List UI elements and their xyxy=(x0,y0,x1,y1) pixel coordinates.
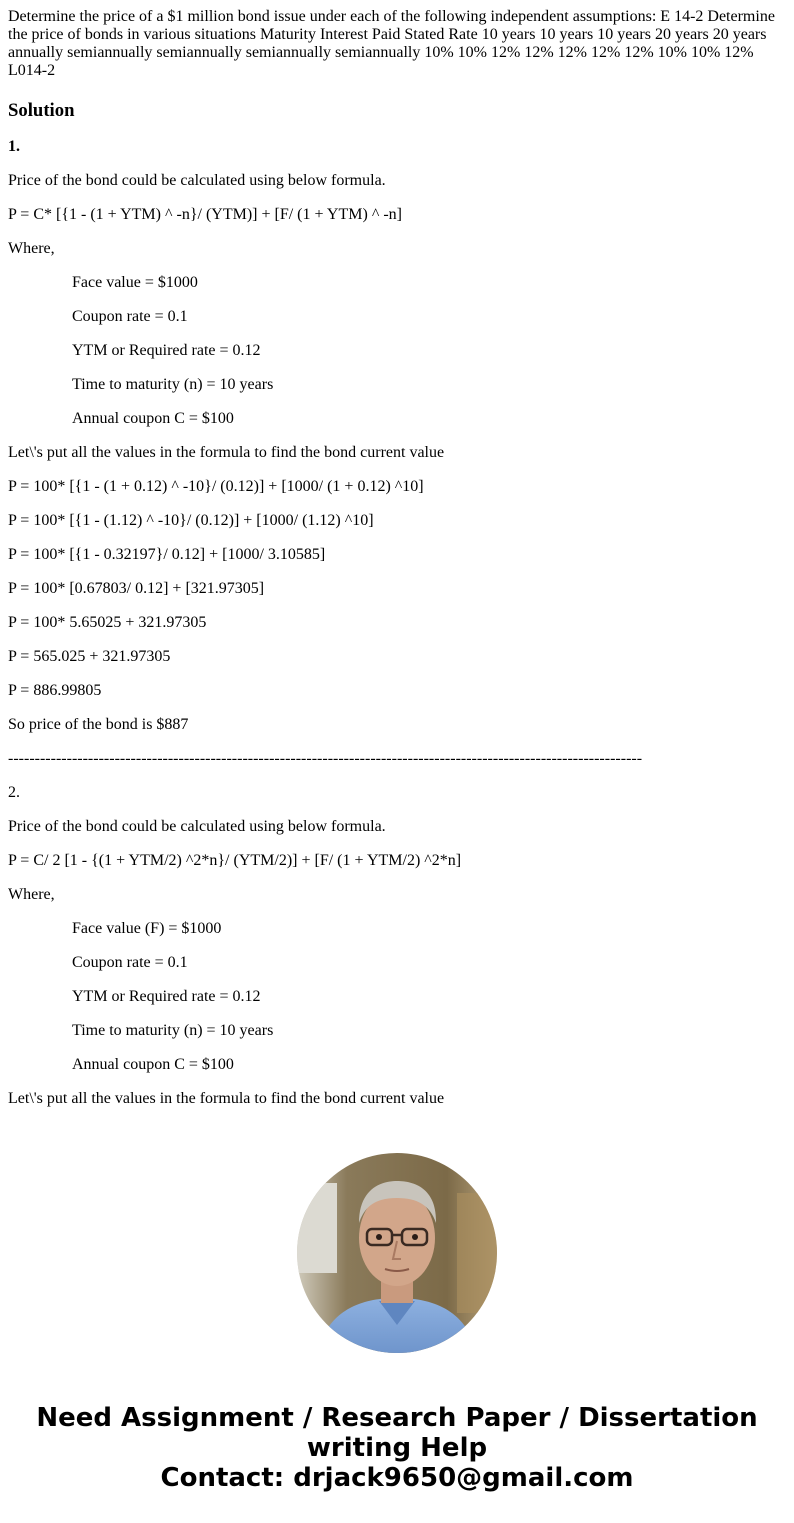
part2-var-coupon: Annual coupon C = $100 xyxy=(72,1056,234,1073)
part2-intro: Price of the bond could be calculated using below formula. xyxy=(8,818,386,835)
part1-step: P = 886.99805 xyxy=(8,682,102,699)
part1-intro: Price of the bond could be calculated using below formula. xyxy=(8,172,386,189)
document-body xyxy=(8,8,786,1108)
part2-var-maturity: Time to maturity (n) = 10 years xyxy=(72,1022,274,1039)
footer-line-service: Need Assignment / Research Paper / Dissertation xyxy=(36,1403,758,1433)
author-portrait-image xyxy=(297,1153,497,1353)
part1-step: P = 100* [{1 - 0.32197}/ 0.12] + [1000/ 3.10585] xyxy=(8,546,326,563)
question-text: Determine the price of a $1 million bond issue under each of the following independent assumptions: E 14-2 Determine the price of bonds in various situations Maturity Interest Paid Stated Rate 10 years 10 years 10 years 20 years 20 years annually semiannually semiannually semiannually semiannually 10% 10% 12% 12% 12% 12% 12% 10% 10% 12% L014-2 xyxy=(8,8,775,79)
part1-number: 1. xyxy=(8,138,20,155)
part1-var-coupon-rate: Coupon rate = 0.1 xyxy=(72,308,188,325)
author-avatar xyxy=(297,1153,497,1353)
part1-where: Where, xyxy=(8,240,55,257)
part2-var-coupon-rate: Coupon rate = 0.1 xyxy=(72,954,188,971)
part2-var-ytm: YTM or Required rate = 0.12 xyxy=(72,988,261,1005)
part1-var-coupon: Annual coupon C = $100 xyxy=(72,410,234,427)
part2-where: Where, xyxy=(8,886,55,903)
part1-var-ytm: YTM or Required rate = 0.12 xyxy=(72,342,261,359)
contact-footer xyxy=(0,1403,794,1493)
footer-line-help: writing Help xyxy=(306,1433,488,1463)
part1-step: P = 100* [0.67803/ 0.12] + [321.97305] xyxy=(8,580,265,597)
part1-step: P = 565.025 + 321.97305 xyxy=(8,648,171,665)
part1-step: P = 100* [{1 - (1.12) ^ -10}/ (0.12)] + [1000/ (1.12) ^10] xyxy=(8,512,374,529)
part2-formula: P = C/ 2 [1 - {(1 + YTM/2) ^2*n}/ (YTM/2)] + [F/ (1 + YTM/2) ^2*n] xyxy=(8,852,462,869)
part1-step: P = 100* [{1 - (1 + 0.12) ^ -10}/ (0.12)] + [1000/ (1 + 0.12) ^10] xyxy=(8,478,424,495)
part2-number: 2. xyxy=(8,784,20,801)
solution-heading: Solution xyxy=(8,100,75,121)
part1-step: P = 100* 5.65025 + 321.97305 xyxy=(8,614,207,631)
part1-put-values: Let\'s put all the values in the formula to find the bond current value xyxy=(8,444,445,461)
part2-var-face-value: Face value (F) = $1000 xyxy=(72,920,222,937)
part1-var-maturity: Time to maturity (n) = 10 years xyxy=(72,376,274,393)
part1-formula: P = C* [{1 - (1 + YTM) ^ -n}/ (YTM)] + [F/ (1 + YTM) ^ -n] xyxy=(8,206,402,223)
part1-conclusion: So price of the bond is $887 xyxy=(8,716,189,733)
footer-line-contact: Contact: drjack9650@gmail.com xyxy=(160,1463,634,1493)
divider-line: ----------------------------------------------------------------------------------------------------------------------- xyxy=(8,750,643,767)
part1-var-face-value: Face value = $1000 xyxy=(72,274,198,291)
part2-put-values: Let\'s put all the values in the formula to find the bond current value xyxy=(8,1090,445,1107)
